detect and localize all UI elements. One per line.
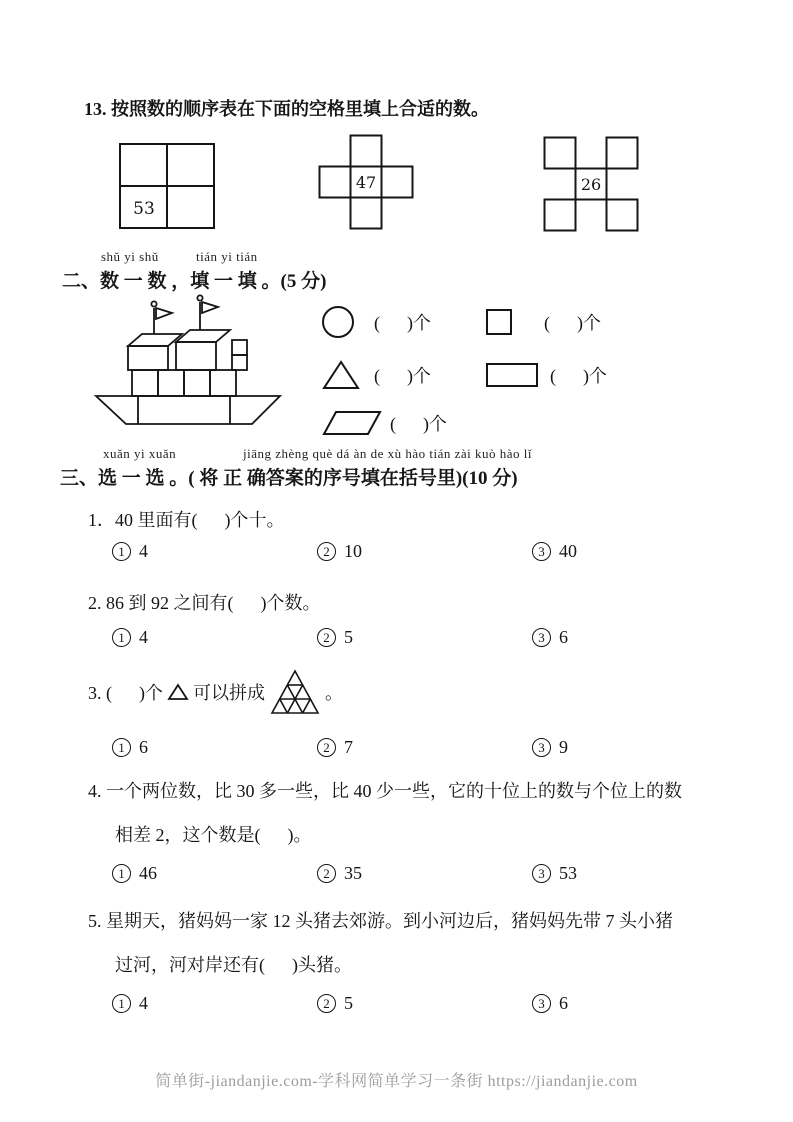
section2-pinyin-b: tián yi tián [196,249,258,264]
option-value: 6 [559,627,568,647]
circled-number-icon: 3 [532,628,551,647]
option [112,737,317,758]
circled-number-icon: 1 [112,738,131,757]
footer-watermark: 简单街-jiandanjie.com-学科网简单学习一条街 https://jiandanjie.com [155,1073,638,1090]
option [532,541,577,562]
option [317,541,532,562]
option-value: 5 [344,627,353,647]
count-blank-circle: ( )个 [374,313,431,333]
section3-pinyin-b: jiāng zhèng què dá àn de xù hào tián zài kuò hào lǐ [243,446,533,461]
option-value: 35 [344,863,362,883]
option-value: 53 [559,863,577,883]
question-3-part1: 3. ( )个 [88,683,163,703]
option [317,993,532,1014]
circled-number-icon: 2 [317,542,336,561]
question-4-line2: 相差 2，这个数是( )。 [115,825,312,845]
option [532,737,568,758]
option [112,541,317,562]
number-grid-figure-47 [318,134,414,230]
grid-number: 26 [580,175,602,194]
circled-number-icon: 2 [317,738,336,757]
square-icon [486,309,512,335]
question-4-line1: 4. 一个两位数，比 30 多一些，比 40 少一些，它的十位上的数与个位上的数 [88,781,682,801]
option-value: 5 [344,993,353,1013]
section2-title: 二、数 一 数 ，填 一 填 。(5 分) [62,271,327,292]
option-value: 7 [344,737,353,757]
boat-illustration [80,294,295,444]
option [317,863,532,884]
count-row-1 [322,302,654,342]
circled-number-icon: 1 [112,628,131,647]
circled-number-icon: 3 [532,864,551,883]
question-3-part3: 。 [325,683,343,703]
option [112,863,317,884]
option [532,993,568,1014]
number-grid-figure-26 [543,136,639,232]
circled-number-icon: 3 [532,994,551,1013]
question-2-options [112,627,568,648]
option [532,863,577,884]
circled-number-icon: 2 [317,994,336,1013]
option-value: 4 [139,627,148,647]
triangle-icon [322,360,360,390]
grid-number: 53 [133,199,155,219]
question-2-text: 2. 86 到 92 之间有( )个数。 [88,593,321,613]
question-3-part2: 可以拼成 [193,683,265,703]
circled-number-icon: 3 [532,738,551,757]
count-blank-square: ( )个 [544,313,601,333]
circled-number-icon: 2 [317,864,336,883]
option-value: 9 [559,737,568,757]
option [112,627,317,648]
circled-number-icon: 3 [532,542,551,561]
option-value: 10 [344,541,362,561]
question-5-line1: 5. 星期天，猪妈妈一家 12 头猪去郊游。到小河边后，猪妈妈先带 7 头小猪 [88,911,673,931]
question-3-options [112,737,568,758]
question-4-options [112,863,577,884]
count-blank-parallelogram: ( )个 [390,414,447,434]
grid-number: 47 [355,173,377,192]
circled-number-icon: 1 [112,994,131,1013]
section2-pinyin-a: shǔ yi shǔ [101,249,159,264]
question-5-options [112,993,568,1014]
option [112,993,317,1014]
number-grid-figure-53 [118,142,218,232]
count-row-2 [322,355,660,395]
circled-number-icon: 2 [317,628,336,647]
section3-pinyin-a: xuǎn yi xuǎn [103,446,177,461]
question-1-options [112,541,577,562]
option-value: 4 [139,541,148,561]
option [532,627,568,648]
count-blank-triangle: ( )个 [374,366,431,386]
parallelogram-icon [322,410,382,436]
option-value: 4 [139,993,148,1013]
circle-icon [322,306,354,338]
option-value: 6 [559,993,568,1013]
circled-number-icon: 1 [112,542,131,561]
question-1-text: 1．40 里面有( )个十。 [88,510,285,530]
option-value: 46 [139,863,157,883]
option-value: 6 [139,737,148,757]
question-13-title: 13. 按照数的顺序表在下面的空格里填上合适的数。 [84,99,489,119]
circled-number-icon: 1 [112,864,131,883]
rectangle-icon [486,363,538,387]
question-3-text [88,668,343,716]
option [317,737,532,758]
question-5-line2: 过河，河对岸还有( )头猪。 [115,955,352,975]
section3-title: 三、选 一 选 。( 将 正 确答案的序号填在括号里)(10 分) [60,468,518,489]
divided-triangle-icon [269,668,321,716]
triangle-icon [167,683,189,701]
option-value: 40 [559,541,577,561]
count-blank-rectangle: ( )个 [550,366,607,386]
count-row-3 [322,405,502,441]
option [317,627,532,648]
